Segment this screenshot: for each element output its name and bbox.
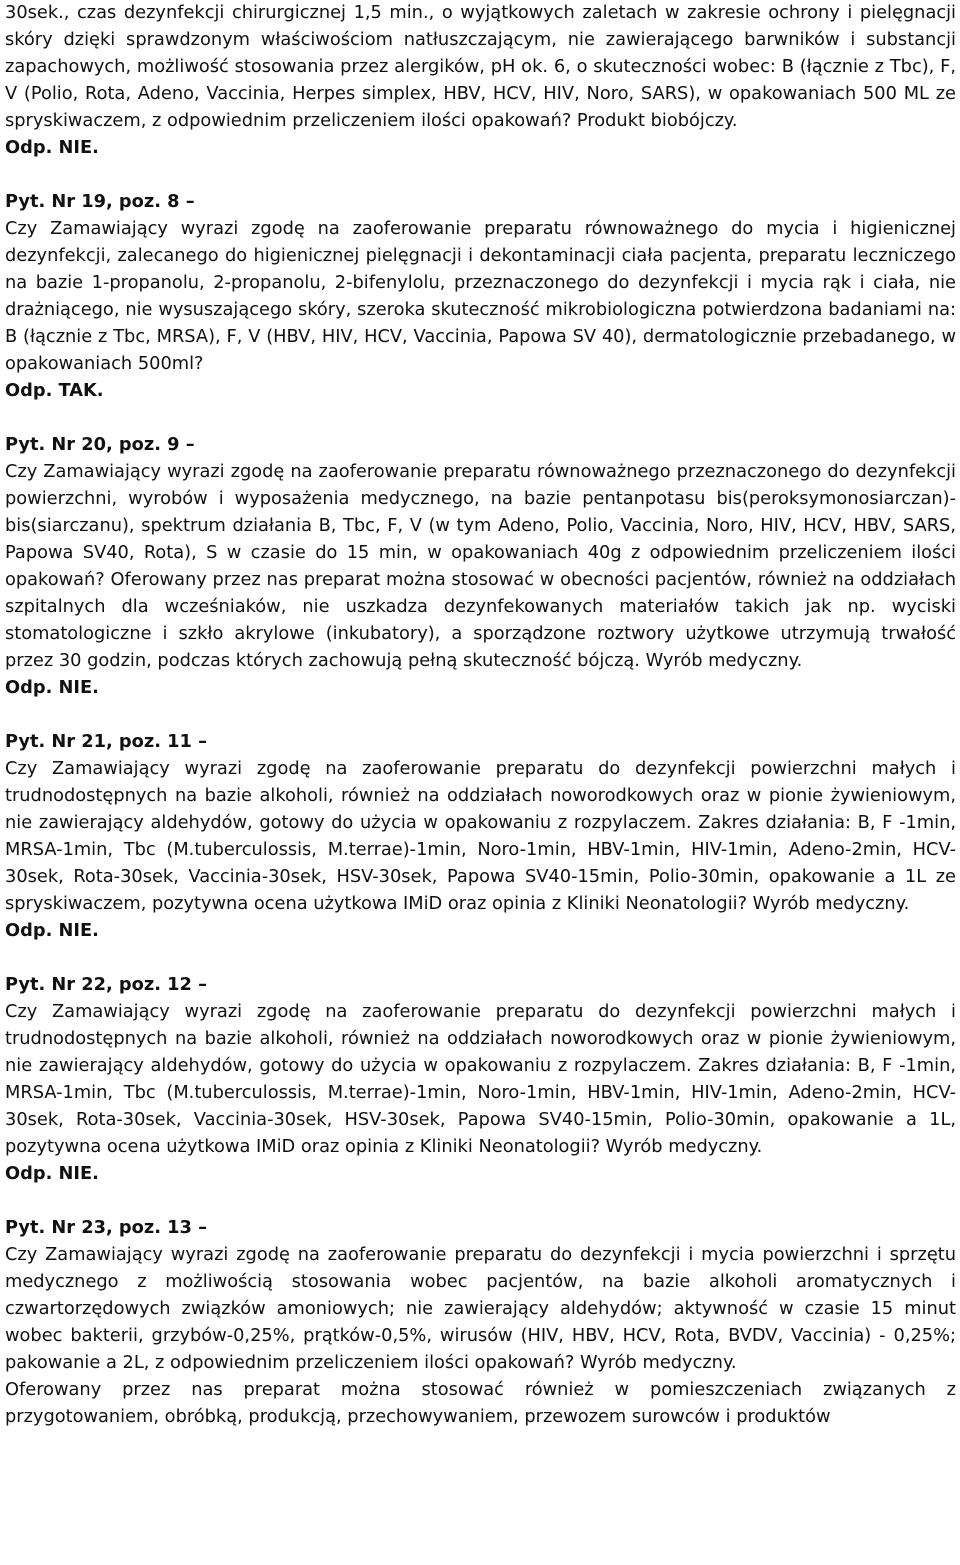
question-text-23-continued: Oferowany przez nas preparat można stosować również w pomieszczeniach związanych z przygotowaniem, obróbką, produkcją, przechowywaniem, przewozem surowców i produktów [5,1379,956,1427]
answer-22: Odp. NIE. [5,1163,99,1184]
question-heading-19: Pyt. Nr 19, poz. 8 – [5,191,195,212]
question-heading-20: Pyt. Nr 20, poz. 9 – [5,434,195,455]
question-text-20: Czy Zamawiający wyrazi zgodę na zaoferowanie preparatu równoważnego przeznaczonego do dezynfekcji powierzchni, wyrobów i wyposażenia medycznego, na bazie pentanpotasu bis(peroksymonosiarczan)-bis(siarczanu), spektrum działania B, Tbc, F, V (w tym Adeno, Polio, Vaccinia, Noro, HIV, HCV, HBV, SARS, Papowa SV40, Rota), S w czasie do 15 min, w opakowaniach 40g z odpowiednim przeliczeniem ilości opakowań? Oferowany przez nas preparat można stosować w obecności pacjentów, również na oddziałach szpitalnych dla wcześniaków, nie uszkadza dezynfekowanych materiałów takich jak np. wyciski stomatologiczne i szkło akrylowe (inkubatory), a sporządzone roztwory użytkowe utrzymują trwałość przez 30 godzin, podczas których zachowują pełną skuteczność bójczą. Wyrób medyczny. [5,461,956,671]
question-heading-21: Pyt. Nr 21, poz. 11 – [5,731,207,752]
question-heading-23: Pyt. Nr 23, poz. 13 – [5,1217,207,1238]
intro-answer: Odp. NIE. [5,137,99,158]
answer-20: Odp. NIE. [5,677,99,698]
question-text-21: Czy Zamawiający wyrazi zgodę na zaoferowanie preparatu do dezynfekcji powierzchni małych i trudnodostępnych na bazie alkoholi, również na oddziałach noworodkowych oraz w pionie żywieniowym, nie zawierający aldehydów, gotowy do użycia w opakowaniu z rozpylaczem. Zakres działania: B, F -1min, MRSA-1min, Tbc (M.tuberculossis, M.terrae)-1min, Noro-1min, HBV-1min, HIV-1min, Adeno-2min, HCV-30sek, Rota-30sek, Vaccinia-30sek, HSV-30sek, Papowa SV40-15min, Polio-30min, opakowanie a 1L ze spryskiwaczem, pozytywna ocena użytkowa IMiD oraz opinia z Kliniki Neonatologii? Wyrób medyczny. [5,758,956,914]
spacer [5,161,956,188]
question-heading-22: Pyt. Nr 22, poz. 12 – [5,974,207,995]
question-text-22: Czy Zamawiający wyrazi zgodę na zaoferowanie preparatu do dezynfekcji powierzchni małych i trudnodostępnych na bazie alkoholi, również na oddziałach noworodkowych oraz w pionie żywieniowym, nie zawierający aldehydów, gotowy do użycia w opakowaniu z rozpylaczem. Zakres działania: B, F -1min, MRSA-1min, Tbc (M.tuberculossis, M.terrae)-1min, Noro-1min, HBV-1min, HIV-1min, Adeno-2min, HCV-30sek, Rota-30sek, Vaccinia-30sek, HSV-30sek, Papowa SV40-15min, Polio-30min, opakowanie a 1L, pozytywna ocena użytkowa IMiD oraz opinia z Kliniki Neonatologii? Wyrób medyczny. [5,1001,956,1157]
spacer [5,701,956,728]
question-text-19: Czy Zamawiający wyrazi zgodę na zaoferowanie preparatu równoważnego do mycia i higienicznej dezynfekcji, zalecanego do higienicznej pielęgnacji i dekontaminacji ciała pacjenta, preparatu leczniczego na bazie 1-propanolu, 2-propanolu, 2-bifenylolu, przeznaczonego do dezynfekcji i mycia rąk i ciała, nie drażniącego, nie wysuszającego skóry, szeroka skuteczność mikrobiologiczna potwierdzona badaniami na: B (łącznie z Tbc, MRSA), F, V (HBV, HIV, HCV, Vaccinia, Papowa SV 40), dermatologicznie przebadanego, w opakowaniach 500ml? [5,218,956,374]
spacer [5,944,956,971]
intro-paragraph: 30sek., czas dezynfekcji chirurgicznej 1,5 min., o wyjątkowych zaletach w zakresie ochrony i pielęgnacji skóry dzięki sprawdzonym właściwościom natłuszczającym, nie zawierającego barwników i substancji zapachowych, możliwość stosowania przez alergików, pH ok. 6, o skuteczności wobec: B (łącznie z Tbc), F, V (Polio, Rota, Adeno, Vaccinia, Herpes simplex, HBV, HCV, HIV, Noro, SARS), w opakowaniach 500 ML ze spryskiwaczem, z odpowiednim przeliczeniem ilości opakowań? Produkt biobójczy. [5,2,956,131]
question-text-23: Czy Zamawiający wyrazi zgodę na zaoferowanie preparatu do dezynfekcji i mycia powierzchni i sprzętu medycznego z możliwością stosowania wobec pacjentów, na bazie alkoholi aromatycznych i czwartorzędowych związków amoniowych; nie zawierający aldehydów; aktywność w czasie 15 minut wobec bakterii, grzybów-0,25%, prątków-0,5%, wirusów (HIV, HBV, HCV, Rota, BVDV, Vaccinia) - 0,25%; pakowanie a 2L, z odpowiednim przeliczeniem ilości opakowań? Wyrób medyczny. [5,1244,956,1373]
answer-19: Odp. TAK. [5,380,104,401]
spacer [5,1187,956,1214]
spacer [5,404,956,431]
answer-21: Odp. NIE. [5,920,99,941]
